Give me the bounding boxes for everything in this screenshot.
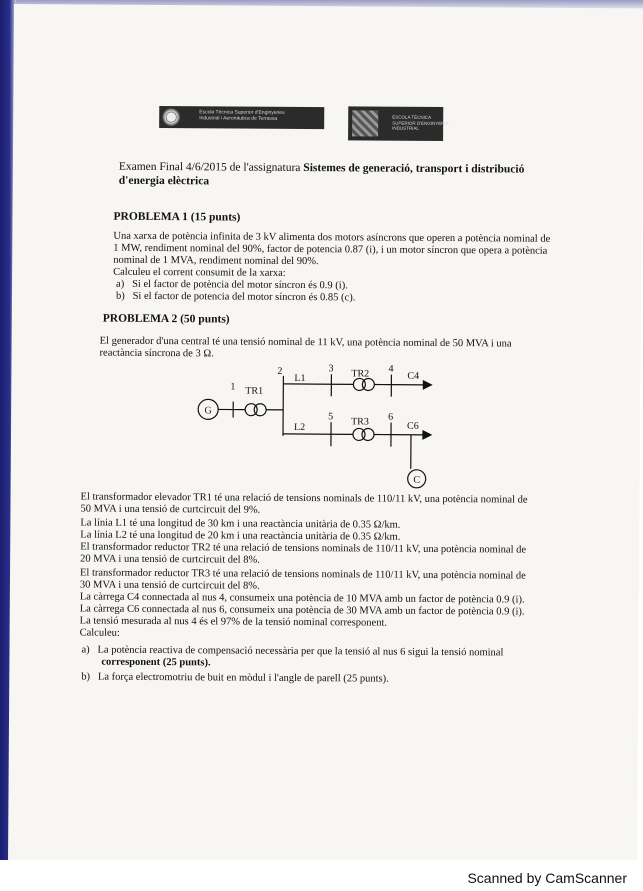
tr2-winding [362, 378, 374, 390]
generator-label: G [204, 405, 212, 417]
problem2-line: La tensió mesurada al nus 4 és el 97% de la tensió nominal corresponent. [79, 615, 388, 629]
problem1-line: nominal de 1 MVA, rendiment nominal del 90%. [113, 254, 319, 268]
problem2-line: El transformador reductor TR3 té una relació de tensions nominals de 110/11 kV, una potència nominal de [79, 567, 526, 582]
exam-page [8, 4, 643, 864]
problem2-line: La càrrega C4 connectada al nus 4, consumeix una potència de 10 MVA amb un factor de potència 0.9 (i). [79, 591, 525, 606]
tr2-label: TR2 [351, 368, 370, 380]
tr3-label: TR3 [351, 416, 369, 428]
problem2-line: 50 MVA i una tensió de curtcircuit del 9%. [80, 503, 261, 516]
node-6-label: 6 [388, 411, 394, 423]
problem2-line: El transformador reductor TR2 té una relació de tensions nominals de 110/11 kV, una potència nominal de [80, 541, 527, 556]
l2-label: L2 [294, 421, 306, 434]
load-c4-arrow-icon [423, 381, 431, 389]
node-4-label: 4 [388, 363, 394, 375]
problem1-line: 1 MW, rendiment nominal del 90%, factor de potencia 0.87 (i), i un motor síncron que opera a potència [113, 242, 548, 257]
problem1-title: PROBLEMA 1 (15 punts) [113, 210, 241, 224]
problem2-intro: reactància síncrona de 3 Ω. [99, 347, 214, 360]
l1-label: L1 [294, 372, 306, 385]
problem2-line: 30 MVA i una tensió de curtcircuit del 8%. [79, 579, 260, 592]
c6-label: C6 [407, 420, 419, 432]
tr1-label: TR1 [245, 385, 264, 397]
node-5-label: 5 [328, 411, 334, 423]
problem2-line: La línia L1 té una longitud de 30 km i una reactància unitària de 0.35 Ω/km. [80, 517, 401, 531]
problem2-line: La línia L2 té una longitud de 20 km i una reactància unitària de 0.35 Ω/km. [80, 529, 401, 543]
single-line-diagram [11, 4, 643, 508]
c4-label: C4 [407, 370, 420, 382]
problem2-title: PROBLEMA 2 (50 punts) [102, 312, 230, 326]
problem1-item-a: a) Si el factor de potència del motor síncron és 0.9 (i). [116, 278, 348, 292]
school-logo-text: Escola Tècnica Superior d'Enginyeries Industrial i Aeronàutica de Terrassa [199, 109, 285, 122]
problem2-question-a-cont: corresponent (25 punts). [101, 656, 211, 669]
problem1-line: Calculeu el corrent consumit de la xarxa: [113, 266, 286, 279]
exam-title-line1: Examen Final 4/6/2015 de l'assignatura Sistemes de generació, transport i distribució [118, 160, 525, 176]
load-c6-arrow-icon [423, 431, 431, 439]
node-2-label: 2 [277, 365, 283, 377]
seal-logo-text: ESCOLA TÈCNICA SUPERIOR D'ENGINYERIA INDUSTRIAL [392, 114, 449, 131]
problem1-item-b: b) Si el factor de potencia del motor síncron és 0.85 (c). [115, 290, 356, 304]
node-3-label: 3 [328, 363, 334, 375]
node-1-label: 1 [230, 381, 236, 393]
problem2-line: El transformador elevador TR1 té una relació de tensions nominals de 110/11 kV, una potència nominal de [80, 491, 528, 506]
problem2-question-a: a) La potència reactiva de compensació necessària per que la tensió al nus 6 sigui la tensió nominal [81, 644, 504, 659]
problem2-line: 20 MVA i una tensió de curtcircuit del 8%. [80, 553, 260, 566]
problem1-line: Una xarxa de potència infinita de 3 kV alimenta dos motors asíncrons que operen a potència nominal de [113, 230, 551, 245]
tr1-winding [254, 404, 266, 416]
compensator-label: C [413, 474, 421, 486]
camscanner-watermark: Scanned by CamScanner [467, 870, 627, 886]
tr3-winding [362, 428, 374, 440]
problem2-question-b: b) La força electromotriu de buit en mòdul i l'angle de parell (25 punts). [81, 671, 389, 685]
problem2-line: La càrrega C6 connectada al nus 6, consumeix una potència de 30 MVA amb un factor de potència 0.9 (i). [79, 603, 525, 618]
problem2-line: Calculeu: [79, 627, 120, 639]
problem2-intro: El generador d'una central té una tensió nominal de 11 kV, una potència nominal de 50 MVA i una [99, 335, 512, 350]
exam-title-line2: d'energia elèctrica [118, 174, 210, 188]
